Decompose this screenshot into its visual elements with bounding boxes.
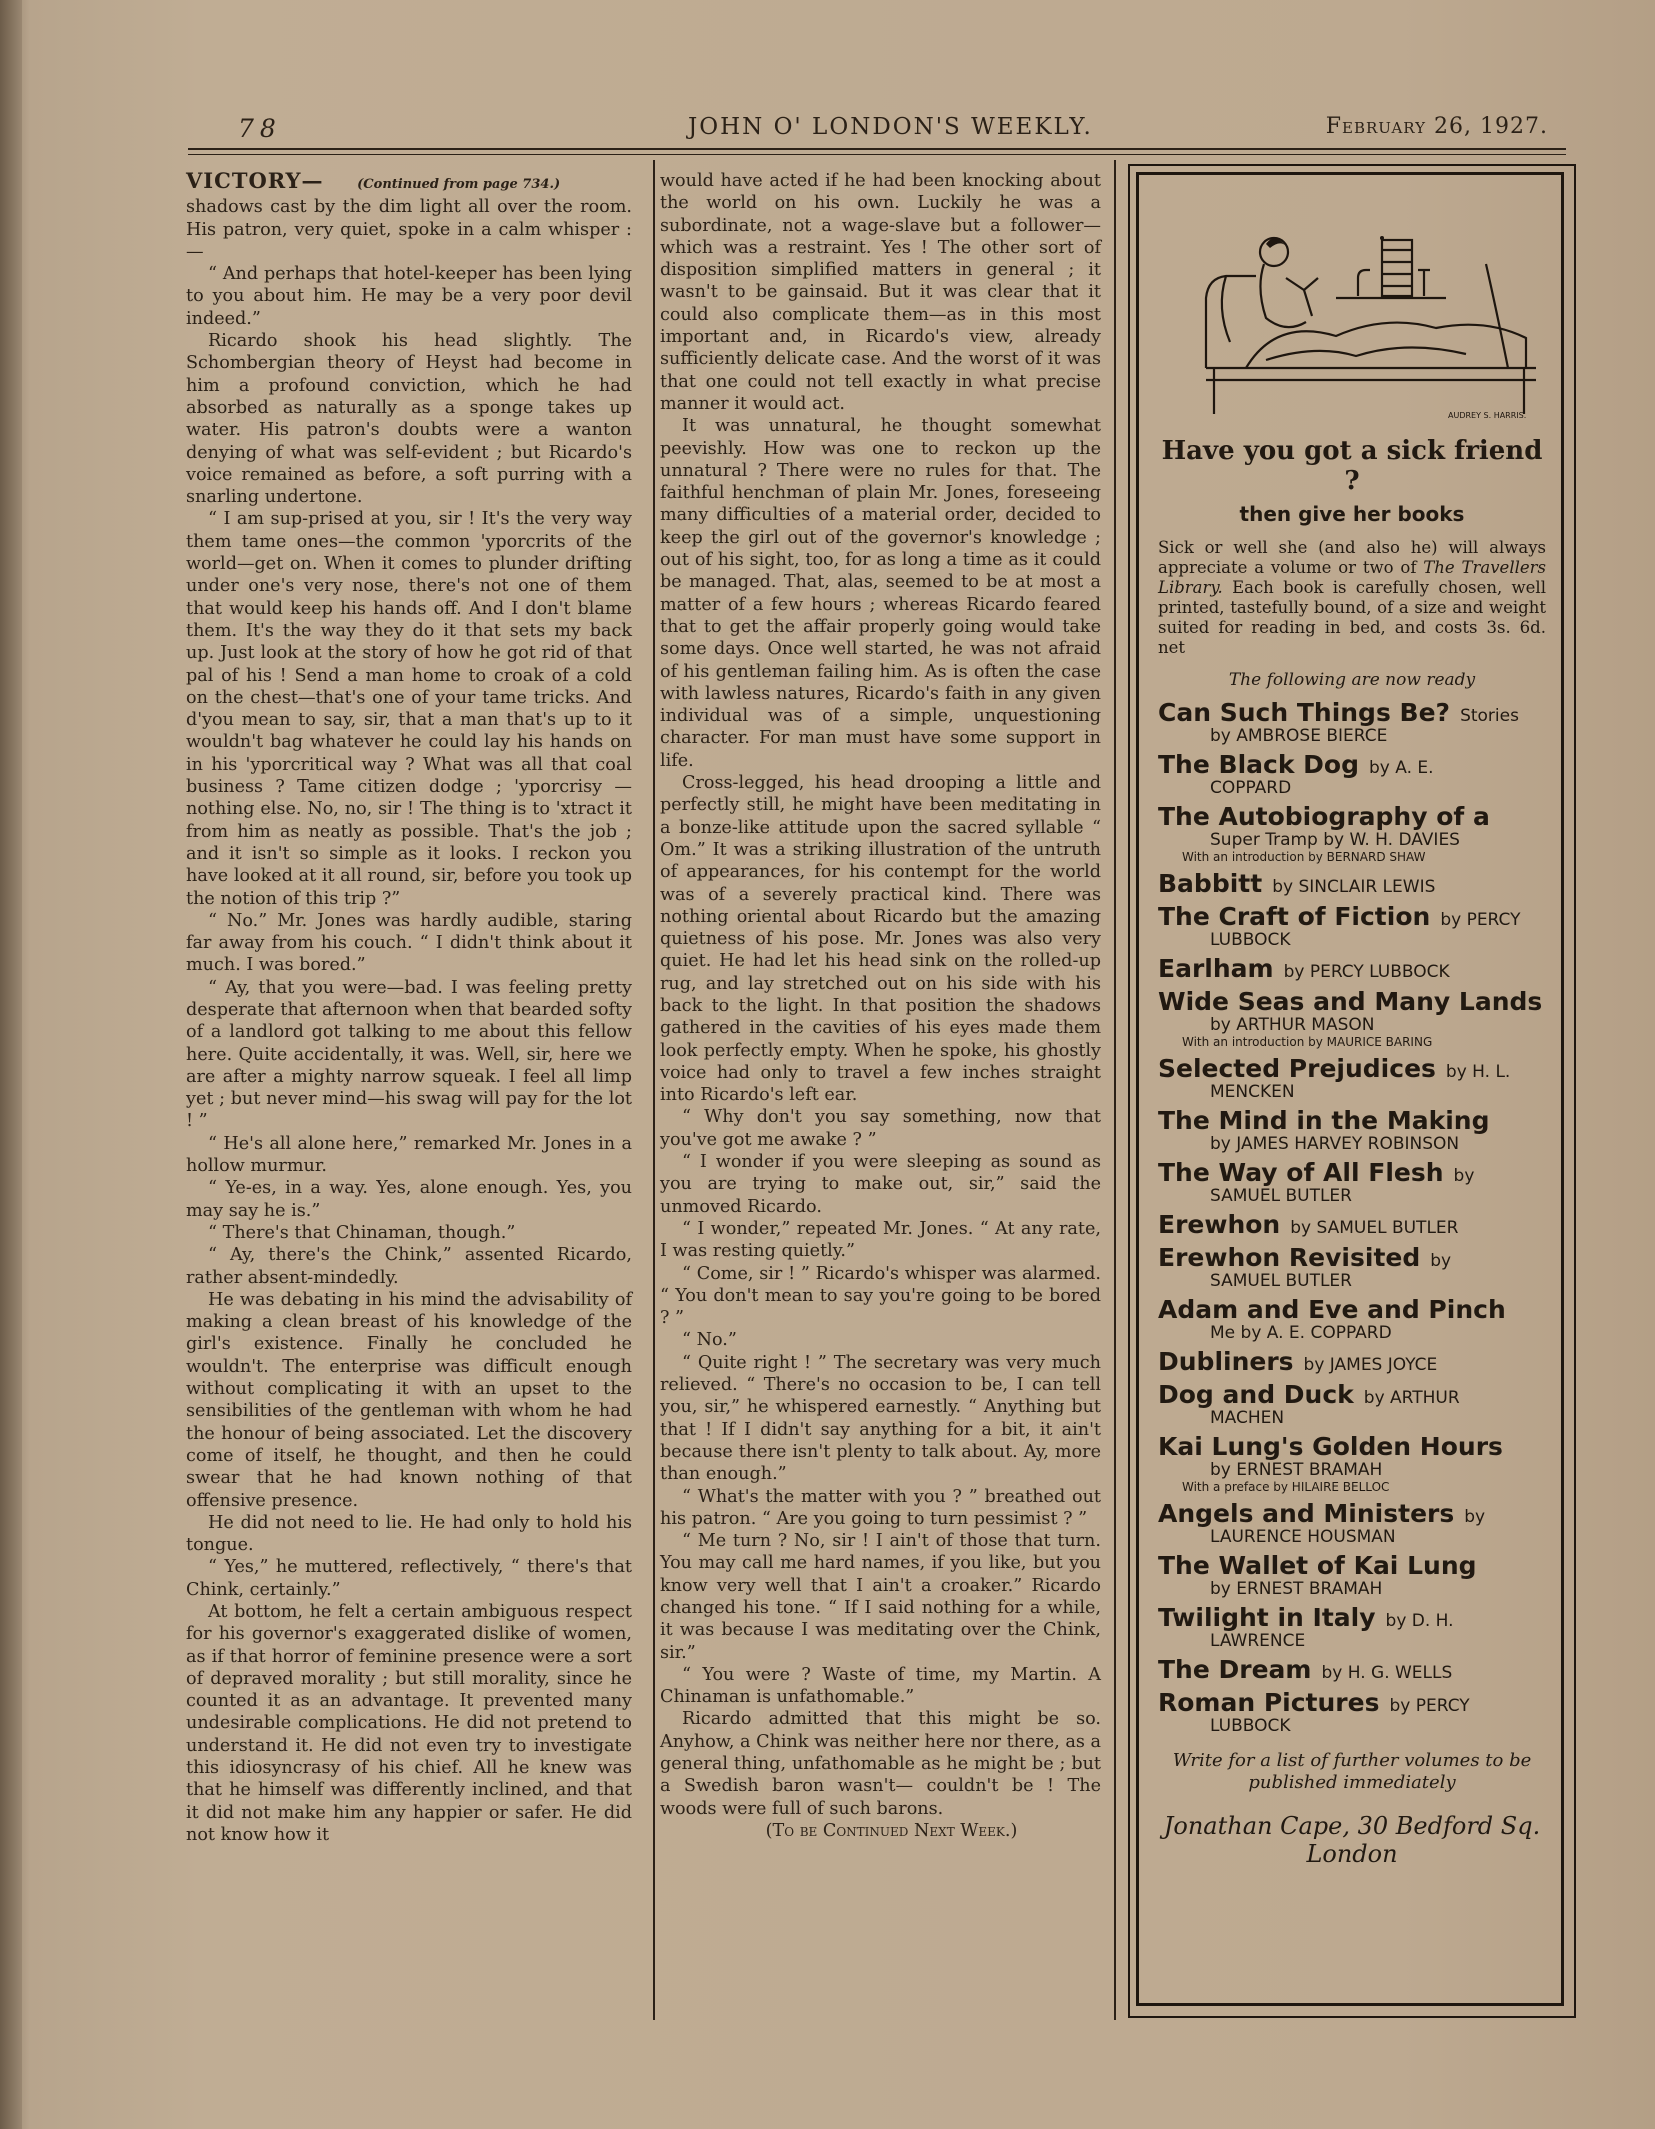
book-author-line: by ERNEST BRAMAH	[1210, 1579, 1383, 1599]
story-paragraph: At bottom, he felt a certain ambiguous respect for his governor's exaggerated dislike of women, as if that horror of feminine presence were a sort of depraved morality ; but still morality, since he counted it as an advantage. It prevented many undesirable complications. He did not pretend to understand it. He did not even try to investigate this idiosyncrasy of his chief. All he knew was that he himself was differently inclined, and that it did not make him any happier or safer. He did not know how it	[186, 1602, 632, 1845]
story-paragraph: “ Come, sir ! ” Ricardo's whisper was alarmed. “ You don't mean to say you're going to be bored ? ”	[660, 1263, 1101, 1329]
story-paragraph: “ No.”	[682, 1330, 737, 1351]
running-header	[188, 110, 1568, 150]
book-author-line: LUBBOCK	[1210, 930, 1291, 950]
book-title-line	[1158, 1551, 1546, 1580]
story-paragraph: “ I am sup-prised at you, sir ! It's the very way them tame ones—the common 'yporcrits of the world—get on. When it comes to plunder drifting under one's very nose, there's not one of them that would keep his hands off. And I don't blame them. It's the way they do it that sets my back up. Just look at the story of how he got rid of that pal of his ! Send a man home to croak of a cold on the chest—that's one of your tame tricks. And d'you mean to say, sir, that a man that's up to it wouldn't bag whatever he could lay his hands on in his 'yporcritical way ? What was all that coal business ? Tame citizen dodge ; 'yporcrisy —nothing else. No, no, sir ! The thing is to 'xtract it from him as neatly as possible. That's the job ; and it isn't so simple as it looks. I reckon you have looked at it all round, sir, before you took up the notion of this trip ?”	[186, 509, 632, 909]
story-paragraph: “ He's all alone here,” remarked Mr. Jones in a hollow murmur.	[186, 1133, 632, 1177]
story-paragraph: Ricardo admitted that this might be so. Anyhow, a Chink was neither here nor there, as a general thing, unfathomable as he might be ; but a Swedish baron wasn't— couldn't be ! The woods were full of such barons.	[660, 1709, 1102, 1819]
book-listing	[1158, 750, 1546, 798]
story-paragraph: “ What's the matter with you ? ” breathed out his patron. “ Are you going to turn pessimist ? ”	[660, 1486, 1101, 1529]
book-title-line	[1158, 1603, 1546, 1632]
book-listing	[1158, 987, 1546, 1050]
book-title: Angels and Ministers	[1158, 1499, 1455, 1528]
book-author: by JAMES JOYCE	[1303, 1355, 1438, 1375]
book-author: by PERCY LUBBOCK	[1283, 962, 1450, 982]
book-title-line	[1158, 1347, 1546, 1376]
book-author-line: COPPARD	[1210, 778, 1292, 798]
book-title-line	[1158, 902, 1546, 931]
book-author: by ARTHUR	[1363, 1388, 1460, 1408]
book-listing	[1158, 1210, 1546, 1239]
story-paragraph: He did not need to lie. He had only to hold his tongue.	[186, 1512, 632, 1556]
ad-ready-note: The following are now ready	[1228, 670, 1476, 690]
book-introduction-note: With an introduction by BERNARD SHAW	[1182, 850, 1426, 864]
story-paragraph: “ I wonder if you were sleeping as sound as you are trying to make out, sir,” said the unmoved Ricardo.	[660, 1152, 1101, 1217]
book-title: The Craft of Fiction	[1158, 902, 1431, 931]
book-author: by SINCLAIR LEWIS	[1272, 877, 1436, 897]
book-author: by H. L.	[1445, 1062, 1511, 1082]
book-title: Kai Lung's Golden Hours	[1158, 1432, 1503, 1461]
story-paragraph: “ And perhaps that hotel-keeper has been lying to you about him. He may be a very poor devil indeed.”	[186, 264, 632, 329]
book-author: by	[1464, 1507, 1486, 1527]
story-paragraph: Ricardo shook his head slightly. The Schombergian theory of Heyst had become in him a profound conviction, which he had absorbed as naturally as a sponge takes up water. His patron's doubts were a wanton denying of what was self-evident ; but Ricardo's voice remained as before, a soft purring with a snarling undertone.	[186, 331, 632, 508]
book-title-line	[1158, 1380, 1546, 1409]
book-title: Twilight in Italy	[1158, 1603, 1376, 1632]
book-title: The Wallet of Kai Lung	[1158, 1551, 1477, 1580]
story-paragraph: “ There's that Chinaman, though.”	[208, 1222, 516, 1243]
book-listing	[1158, 802, 1546, 865]
story-paragraph: “ Ye-es, in a way. Yes, alone enough. Yes, you may say he is.”	[186, 1178, 632, 1221]
book-title-line	[1158, 869, 1546, 898]
issue-date: February 26, 1927.	[1325, 114, 1548, 139]
book-title-line	[1158, 802, 1546, 831]
book-listing	[1158, 698, 1546, 746]
continued-note: (Continued from page 734.)	[357, 177, 561, 192]
ad-intro-series-title: The Travellers Library.	[1158, 558, 1546, 597]
story-paragraph: “ Me turn ? No, sir ! I ain't of those that turn. You may call me hard names, if you like, but you know very well that I ain't a croaker.” Ricardo changed his tone. “ If I said nothing for a while, it was because I was meditating over the Chink, sir.”	[660, 1531, 1101, 1663]
book-author-line: by JAMES HARVEY ROBINSON	[1210, 1134, 1460, 1154]
book-listing	[1158, 1243, 1546, 1291]
story-paragraph: It was unnatural, he thought somewhat peevishly. How was one to reckon up the unnatural ? There were no rules for that. The faithful henchman of plain Mr. Jones, foreseeing many difficulties of a material order, decided to keep the girl out of the governor's knowledge ; out of his sight, too, for as long a time as it could be managed. That, alas, seemed to be at most a matter of a few hours ; whereas Ricardo feared that to get the affair properly going would take some days. Once well started, he was not afraid of his gentleman failing him. As is often the case with lawless natures, Ricardo's faith in any given individual was of a simple, unquestioning character. For man must have some support in life.	[660, 416, 1101, 771]
ad-intro-rest: Each book is carefully chosen, well printed, tastefully bound, of a size and weight suited for reading in bed, and costs 3s. 6d. net	[1158, 578, 1546, 657]
book-title-line	[1158, 954, 1546, 983]
book-listing	[1158, 1054, 1546, 1102]
book-title: Roman Pictures	[1158, 1688, 1380, 1717]
ad-headline: Have you got a sick friend ?	[1161, 436, 1543, 496]
header-rule	[188, 148, 1566, 150]
book-title: Can Such Things Be?	[1158, 698, 1451, 727]
book-author: by	[1430, 1251, 1452, 1271]
book-author: Stories	[1460, 706, 1519, 726]
book-author: by A. E.	[1368, 758, 1434, 778]
story-paragraph: “ I wonder,” repeated Mr. Jones. “ At any rate, I was resting quietly.”	[660, 1218, 1101, 1262]
book-listing	[1158, 1499, 1546, 1547]
illustration-signature: AUDREY S. HARRIS.	[1448, 411, 1527, 420]
book-title-line	[1158, 1688, 1546, 1717]
book-title: Dubliners	[1158, 1347, 1294, 1376]
book-listing	[1158, 869, 1546, 898]
book-author-line: by AMBROSE BIERCE	[1210, 726, 1388, 746]
column-divider	[653, 160, 655, 2020]
story-title: VICTORY—	[186, 168, 324, 193]
book-author: by	[1453, 1166, 1475, 1186]
story-column-1	[186, 170, 632, 1846]
story-paragraph: “ Ay, that you were—bad. I was feeling pretty desperate that afternoon when that bearded softy of a landlord got talking to me about this fellow here. Quite accidentally, it was. Well, sir, here we are after a mighty narrow squeak. I feel all limp yet ; but never mind—his swag will pay for the lot ! ”	[186, 977, 632, 1132]
book-listing	[1158, 1603, 1546, 1651]
book-list	[1158, 698, 1546, 1736]
story-paragraph: “ You were ? Waste of time, my Martin. A Chinaman is unfathomable.”	[660, 1664, 1101, 1708]
book-title-line	[1158, 987, 1546, 1016]
book-listing	[1158, 1432, 1546, 1495]
book-author: by PERCY	[1389, 1696, 1470, 1716]
publication-title: JOHN O' LONDON'S WEEKLY.	[688, 114, 1093, 140]
book-author: by SAMUEL BUTLER	[1290, 1218, 1459, 1238]
book-author: by PERCY	[1440, 910, 1521, 930]
book-title-line	[1158, 1158, 1546, 1187]
book-introduction-note: With an introduction by MAURICE BARING	[1182, 1035, 1433, 1049]
book-author-line: SAMUEL BUTLER	[1210, 1186, 1352, 1206]
book-author: by H. G. WELLS	[1321, 1663, 1453, 1683]
book-title: Dog and Duck	[1158, 1380, 1354, 1409]
publisher-address	[1158, 1812, 1546, 1868]
book-listing	[1158, 1106, 1546, 1154]
book-title: Adam and Eve and Pinch	[1158, 1295, 1506, 1324]
book-title: The Autobiography of a	[1158, 802, 1490, 831]
book-title: The Way of All Flesh	[1158, 1158, 1444, 1187]
story-paragraph: “ Why don't you say something, now that you've got me awake ? ”	[660, 1107, 1101, 1150]
book-author-line: by ERNEST BRAMAH	[1210, 1460, 1383, 1480]
book-author-line: Me by A. E. COPPARD	[1210, 1323, 1392, 1343]
book-author-line: SAMUEL BUTLER	[1210, 1271, 1352, 1291]
book-title-line	[1158, 1106, 1546, 1135]
story-paragraph: “ Quite right ! ” The secretary was very much relieved. “ There's no occasion to be, I can tell you, sir,” he whispered earnestly. “ Anything but that ! If I didn't say anything for a bit, it ain't because there isn't plenty to talk about. Ay, more than enough.”	[660, 1352, 1101, 1485]
book-listing	[1158, 1295, 1546, 1343]
to-be-continued-note: (To be Continued Next Week.)	[765, 1820, 1018, 1841]
book-title: The Black Dog	[1158, 750, 1359, 779]
book-title-line	[1158, 1054, 1546, 1083]
binding-spine	[0, 0, 22, 2129]
book-listing	[1158, 1380, 1546, 1428]
book-title: Erewhon Revisited	[1158, 1243, 1421, 1272]
story-paragraph: shadows cast by the dim light all over the room. His patron, very quiet, spoke in a calm whisper :—	[186, 197, 632, 262]
book-author-line: LAWRENCE	[1210, 1631, 1306, 1651]
story-paragraph: would have acted if he had been knocking about the world on his own. Luckily he was a subordinate, not a wage-slave but a follower—which was a restraint. Yes ! The other sort of disposition simplified matters in general ; it wasn't to be gainsaid. But it was clear that it could also complicate them—as in this most important and, in Ricardo's view, already sufficiently delicate case. And the worst of it was that one could not tell exactly in what precise manner it would act.	[660, 171, 1101, 414]
column-divider	[1114, 160, 1116, 2020]
story-paragraph: “ Yes,” he muttered, reflectively, “ there's that Chink, certainly.”	[186, 1557, 632, 1600]
book-title: Wide Seas and Many Lands	[1158, 987, 1543, 1016]
book-title-line	[1158, 1243, 1546, 1272]
story-paragraph: He was debating in his mind the advisability of making a clean breast of his knowledge of the girl's existence. Finally he concluded he wouldn't. The enterprise was difficult enough without complicating it with an upset to the sensibilities of the gentleman with whom he had the honour of being associated. Let the discovery come of itself, he thought, and then he could swear that he had known nothing of that offensive presence.	[186, 1289, 632, 1511]
book-author-line: MENCKEN	[1210, 1082, 1295, 1102]
book-title-line	[1158, 1210, 1546, 1239]
book-listing	[1158, 1158, 1546, 1206]
book-listing	[1158, 1688, 1546, 1736]
book-author-line: LAURENCE HOUSMAN	[1210, 1527, 1396, 1547]
story-column-2	[660, 170, 1101, 1842]
ad-footer-note: Write for a list of further volumes to be published immediately	[1172, 1750, 1532, 1793]
book-author-line: Super Tramp by W. H. DAVIES	[1210, 830, 1460, 850]
book-title: The Mind in the Making	[1158, 1106, 1490, 1135]
book-author-line: LUBBOCK	[1210, 1716, 1291, 1736]
book-listing	[1158, 1347, 1546, 1376]
book-title-line	[1158, 698, 1546, 727]
ad-intro-text	[1158, 538, 1546, 658]
story-paragraph: “ Ay, there's the Chink,” assented Ricardo, rather absent-mindedly.	[186, 1245, 632, 1288]
book-listing	[1158, 1551, 1546, 1599]
book-title: Selected Prejudices	[1158, 1054, 1436, 1083]
page-number: 78	[238, 114, 282, 143]
book-title: Earlham	[1158, 954, 1274, 983]
story-paragraph: “ No.” Mr. Jones was hardly audible, staring far away from his couch. “ I didn't think about it much. I was bored.”	[186, 910, 632, 976]
book-title-line	[1158, 1295, 1546, 1324]
book-title: Erewhon	[1158, 1210, 1281, 1239]
book-listing	[1158, 954, 1546, 983]
book-author: by D. H.	[1385, 1611, 1454, 1631]
story-heading	[186, 170, 632, 196]
ad-intro-plain: Sick or well she (and also he) will always appreciate a volume or two of	[1158, 538, 1546, 577]
publisher-line-1: Jonathan Cape, 30 Bedford Sq.	[1163, 1812, 1541, 1840]
header-rule-thin	[188, 154, 1566, 155]
book-title-line	[1158, 1499, 1546, 1528]
publisher-line-2: London	[1306, 1840, 1398, 1868]
book-listing	[1158, 1655, 1546, 1684]
book-listing	[1158, 902, 1546, 950]
book-title-line	[1158, 1432, 1546, 1461]
book-title-line	[1158, 750, 1546, 779]
book-title: Babbitt	[1158, 869, 1263, 898]
book-title-line	[1158, 1655, 1546, 1684]
book-title: The Dream	[1158, 1655, 1312, 1684]
book-introduction-note: With a preface by HILAIRE BELLOC	[1182, 1480, 1390, 1494]
book-author-line: MACHEN	[1210, 1408, 1285, 1428]
travellers-library-advertisement	[1158, 436, 1546, 1892]
book-author-line: by ARTHUR MASON	[1210, 1015, 1375, 1035]
story-paragraph: Cross-legged, his head drooping a little and perfectly still, he might have been meditating in a bonze-like attitude upon the sacred syllable “ Om.” It was a striking illustration of the untruth of appearances, for his contempt for the world was of a severely practical kind. There was nothing oriental about Ricardo but the amazing quietness of his pose. Mr. Jones was also very quiet. He had let his head sink on the rolled-up rug, and lay stretched out on his side with his back to the light. In that position the shadows gathered in the cavities of his eyes made them look perfectly empty. When he spoke, his ghostly voice had only to travel a few inches straight into Ricardo's left ear.	[660, 773, 1101, 1106]
ad-subhead: then give her books	[1239, 502, 1465, 526]
